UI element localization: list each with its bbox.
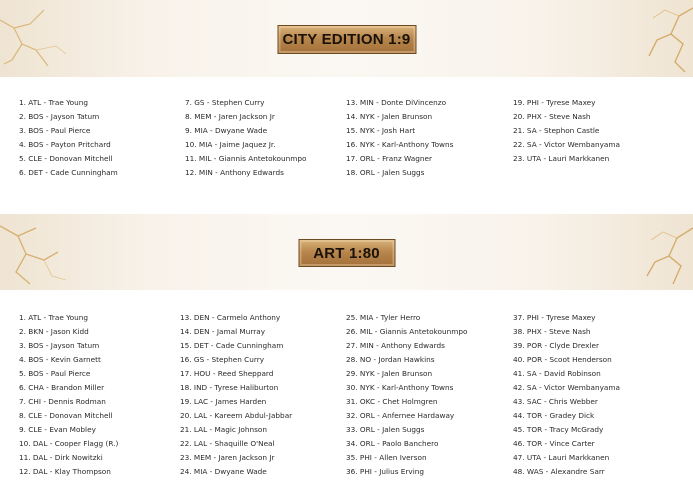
city-column-3	[346, 96, 453, 180]
list-item: 44. TOR - Gradey Dick	[513, 411, 595, 420]
list-item: 15. DET - Cade Cunningham	[180, 341, 284, 350]
list-item: 5. CLE - Donovan Mitchell	[19, 154, 113, 163]
section-title: CITY EDITION 1:9	[282, 31, 411, 48]
list-item: 26. MIL - Giannis Antetokounmpo	[346, 327, 468, 336]
list-item: 20. PHX - Steve Nash	[513, 112, 591, 121]
city-column-4	[513, 96, 620, 166]
gold-marble-decoration	[623, 0, 693, 77]
list-item: 27. MIN - Anthony Edwards	[346, 341, 445, 350]
list-item: 14. NYK - Jalen Brunson	[346, 112, 433, 121]
list-item: 1. ATL - Trae Young	[19, 98, 88, 107]
list-item: 1. ATL - Trae Young	[19, 313, 88, 322]
section-title-plate	[277, 25, 416, 54]
list-item: 9. CLE - Evan Mobley	[19, 425, 96, 434]
list-item: 42. SA - Victor Wembanyama	[513, 383, 620, 392]
list-item: 9. MIA - Dwyane Wade	[185, 126, 268, 135]
list-item: 28. NO - Jordan Hawkins	[346, 355, 435, 364]
list-item: 18. IND - Tyrese Haliburton	[180, 383, 279, 392]
list-item: 37. PHI - Tyrese Maxey	[513, 313, 596, 322]
list-item: 19. LAC - James Harden	[180, 397, 267, 406]
list-item: 6. CHA - Brandon Miller	[19, 383, 105, 392]
list-item: 11. DAL - Dirk Nowitzki	[19, 453, 103, 462]
list-item: 23. MEM - Jaren Jackson Jr	[180, 453, 275, 462]
list-item: 21. LAL - Magic Johnson	[180, 425, 267, 434]
list-item: 12. MIN - Anthony Edwards	[185, 168, 284, 177]
list-item: 24. MIA - Dwyane Wade	[180, 467, 267, 476]
gold-marble-decoration	[0, 214, 70, 290]
list-item: 20. LAL - Kareem Abdul-Jabbar	[180, 411, 293, 420]
list-item: 46. TOR - Vince Carter	[513, 439, 595, 448]
list-item: 25. MIA - Tyler Herro	[346, 313, 421, 322]
art-banner	[0, 214, 693, 290]
list-item: 4. BOS - Kevin Garnett	[19, 355, 101, 364]
list-item: 33. ORL - Jalen Suggs	[346, 425, 425, 434]
list-item: 22. SA - Victor Wembanyama	[513, 140, 620, 149]
list-item: 7. CHI - Dennis Rodman	[19, 397, 106, 406]
art-column-3	[346, 311, 467, 479]
list-item: 17. HOU - Reed Sheppard	[180, 369, 274, 378]
city-column-1	[19, 96, 118, 180]
list-item: 31. OKC - Chet Holmgren	[346, 397, 438, 406]
list-item: 18. ORL - Jalen Suggs	[346, 168, 425, 177]
list-item: 38. PHX - Steve Nash	[513, 327, 591, 336]
list-item: 29. NYK - Jalen Brunson	[346, 369, 433, 378]
list-item: 4. BOS - Payton Pritchard	[19, 140, 111, 149]
list-item: 7. GS - Stephen Curry	[185, 98, 265, 107]
list-item: 41. SA - David Robinson	[513, 369, 601, 378]
list-item: 10. MIA - Jaime Jaquez Jr.	[185, 140, 276, 149]
list-item: 8. MEM - Jaren Jackson Jr	[185, 112, 275, 121]
list-item: 21. SA - Stephon Castle	[513, 126, 600, 135]
list-item: 43. SAC - Chris Webber	[513, 397, 598, 406]
list-item: 16. GS - Stephen Curry	[180, 355, 265, 364]
list-item: 35. PHI - Allen Iverson	[346, 453, 427, 462]
list-item: 16. NYK - Karl-Anthony Towns	[346, 140, 454, 149]
city-edition-banner	[0, 0, 693, 77]
art-column-2	[180, 311, 292, 479]
list-item: 23. UTA - Lauri Markkanen	[513, 154, 610, 163]
list-item: 34. ORL - Paolo Banchero	[346, 439, 439, 448]
list-item: 13. DEN - Carmelo Anthony	[180, 313, 281, 322]
list-item: 3. BOS - Jayson Tatum	[19, 341, 100, 350]
list-item: 3. BOS - Paul Pierce	[19, 126, 91, 135]
list-item: 2. BOS - Jayson Tatum	[19, 112, 100, 121]
list-item: 5. BOS - Paul Pierce	[19, 369, 91, 378]
list-item: 11. MIL - Giannis Antetokounmpo	[185, 154, 307, 163]
list-item: 48. WAS - Alexandre Sarr	[513, 467, 605, 476]
list-item: 36. PHI - Julius Erving	[346, 467, 425, 476]
list-item: 39. POR - Clyde Drexler	[513, 341, 599, 350]
gold-marble-decoration	[623, 214, 693, 290]
list-item: 14. DEN - Jamal Murray	[180, 327, 266, 336]
list-item: 47. UTA - Lauri Markkanen	[513, 453, 610, 462]
list-item: 30. NYK - Karl-Anthony Towns	[346, 383, 454, 392]
list-item: 45. TOR - Tracy McGrady	[513, 425, 604, 434]
list-item: 12. DAL - Klay Thompson	[19, 467, 111, 476]
city-column-2	[185, 96, 306, 180]
list-item: 32. ORL - Anfernee Hardaway	[346, 411, 455, 420]
section-title: ART 1:80	[313, 244, 380, 262]
gold-marble-decoration	[0, 0, 70, 77]
list-item: 13. MIN - Donte DiVincenzo	[346, 98, 447, 107]
list-item: 22. LAL - Shaquille O'Neal	[180, 439, 275, 448]
art-column-1	[19, 311, 118, 479]
list-item: 2. BKN - Jason Kidd	[19, 327, 89, 336]
art-column-4	[513, 311, 620, 479]
list-item: 6. DET - Cade Cunningham	[19, 168, 118, 177]
list-item: 40. POR - Scoot Henderson	[513, 355, 612, 364]
list-item: 10. DAL - Cooper Flagg (R.)	[19, 439, 119, 448]
list-item: 19. PHI - Tyrese Maxey	[513, 98, 596, 107]
list-item: 15. NYK - Josh Hart	[346, 126, 416, 135]
list-item: 8. CLE - Donovan Mitchell	[19, 411, 113, 420]
list-item: 17. ORL - Franz Wagner	[346, 154, 432, 163]
section-title-plate	[298, 239, 395, 267]
